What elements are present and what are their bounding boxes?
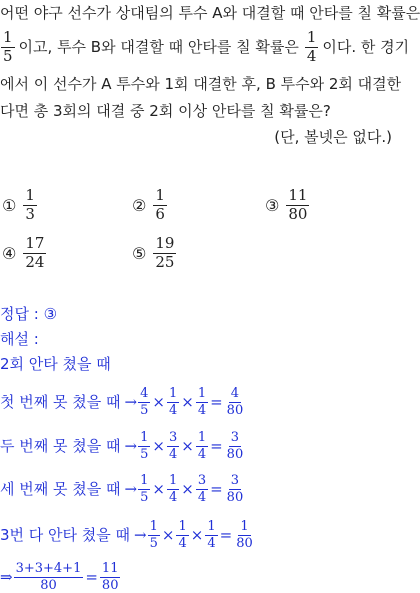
factor-fraction: $\frac{1}{5}$ bbox=[149, 519, 158, 551]
factor-fraction: $\frac{1}{4}$ bbox=[197, 386, 207, 418]
option-1-fraction: $\frac{1}{3}$ bbox=[25, 186, 35, 223]
times-sign: × bbox=[181, 436, 194, 455]
option-2-number: ② bbox=[132, 195, 147, 215]
row-label: 첫 번째 못 쳤을 때 bbox=[0, 392, 121, 411]
question-line-3: 에서 이 선수가 A 투수와 1회 대결한 후, B 투수와 2회 대결한 bbox=[0, 75, 402, 93]
row-label: 두 번째 못 쳤을 때 bbox=[0, 436, 121, 455]
times-sign: × bbox=[152, 436, 165, 455]
option-1[interactable] bbox=[2, 188, 38, 223]
arrow-icon: → bbox=[124, 392, 138, 411]
solution-row bbox=[0, 474, 246, 504]
row-label: 세 번째 못 쳤을 때 bbox=[0, 479, 121, 498]
option-2-fraction: $\frac{1}{6}$ bbox=[155, 186, 165, 223]
times-sign: × bbox=[181, 479, 194, 498]
factor-fraction: $\frac{1}{4}$ bbox=[178, 519, 187, 551]
option-3[interactable] bbox=[265, 188, 310, 223]
case-title: 2회 안타 쳤을 때 bbox=[0, 355, 111, 373]
result-fraction: $\frac{4}{80}$ bbox=[226, 386, 244, 418]
factor-fraction: $\frac{1}{5}$ bbox=[140, 473, 149, 505]
factor-fraction: $\frac{4}{5}$ bbox=[140, 386, 149, 418]
times-sign: × bbox=[152, 479, 165, 498]
factor-fraction: $\frac{1}{4}$ bbox=[197, 430, 207, 462]
option-5-fraction: $\frac{19}{25}$ bbox=[155, 234, 175, 271]
final-sum-fraction: $\frac{3+3+4+1}{80}$ bbox=[15, 561, 82, 593]
option-4-fraction: $\frac{17}{24}$ bbox=[25, 234, 45, 271]
prob-a-fraction: $\frac{1}{5}$ bbox=[3, 28, 13, 65]
equals-sign: = bbox=[210, 436, 223, 455]
option-1-number: ① bbox=[2, 195, 17, 215]
factor-fraction: $\frac{1}{4}$ bbox=[207, 519, 216, 551]
option-4[interactable] bbox=[2, 236, 47, 271]
result-fraction: $\frac{3}{80}$ bbox=[226, 473, 244, 505]
solution-row bbox=[0, 520, 256, 550]
factor-fraction: $\frac{3}{4}$ bbox=[197, 473, 207, 505]
option-5[interactable] bbox=[132, 236, 177, 271]
result-fraction: $\frac{1}{80}$ bbox=[236, 519, 253, 551]
equals-sign: = bbox=[219, 525, 233, 544]
factor-fraction: $\frac{1}{4}$ bbox=[168, 473, 178, 505]
option-3-number: ③ bbox=[265, 195, 280, 215]
final-result-fraction: $\frac{11}{80}$ bbox=[101, 561, 119, 593]
question-note: (단, 볼넷은 없다.) bbox=[274, 128, 392, 146]
solution-row bbox=[0, 431, 246, 461]
option-3-fraction: $\frac{11}{80}$ bbox=[288, 186, 308, 223]
explanation-label: 해설 : bbox=[0, 330, 39, 348]
times-sign: × bbox=[152, 392, 165, 411]
implies-arrow: ⇒ bbox=[0, 567, 13, 586]
arrow-icon: → bbox=[124, 436, 138, 455]
question-line-4: 다면 총 3회의 대결 중 2회 이상 안타를 칠 확률은? bbox=[0, 102, 331, 120]
result-fraction: $\frac{3}{80}$ bbox=[226, 430, 244, 462]
arrow-icon: → bbox=[124, 479, 138, 498]
question-line-2-mid: 이고, 투수 B와 대결할 때 안타를 칠 확률은 bbox=[18, 37, 299, 56]
solution-row bbox=[0, 387, 246, 417]
times-sign: × bbox=[161, 525, 175, 544]
question-line-2 bbox=[0, 30, 409, 65]
prob-b-fraction: $\frac{1}{4}$ bbox=[306, 28, 317, 65]
equals-sign: = bbox=[210, 479, 223, 498]
factor-fraction: $\frac{1}{5}$ bbox=[140, 430, 149, 462]
times-sign: × bbox=[181, 392, 194, 411]
option-5-number: ⑤ bbox=[132, 243, 147, 263]
option-4-number: ④ bbox=[2, 243, 17, 263]
answer-text: 정답 : ③ bbox=[0, 305, 58, 323]
equals-sign: = bbox=[210, 392, 223, 411]
question-line-1: 어떤 야구 선수가 상대팀의 투수 A와 대결할 때 안타를 칠 확률은 bbox=[0, 4, 420, 22]
times-sign: × bbox=[190, 525, 204, 544]
option-2[interactable] bbox=[132, 188, 168, 223]
factor-fraction: $\frac{3}{4}$ bbox=[168, 430, 178, 462]
question-line-2-end: 이다. 한 경기 bbox=[322, 37, 410, 56]
equals-sign: = bbox=[85, 567, 98, 586]
row-label: 3번 다 안타 쳤을 때 bbox=[0, 525, 131, 544]
final-line bbox=[0, 562, 121, 592]
arrow-icon: → bbox=[134, 525, 147, 544]
factor-fraction: $\frac{1}{4}$ bbox=[168, 386, 178, 418]
